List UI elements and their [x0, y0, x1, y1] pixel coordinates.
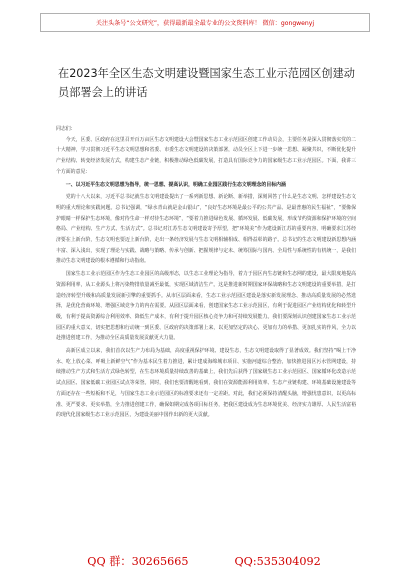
promo-banner-text: 关注头条号“公文研究”，获得最新最全最专业的公文资料库！ 微信：gongwenyj — [95, 20, 315, 27]
document-title: 在2023年全区生态文明建设暨国家生态工业示范园区创建动员部署会上的讲话 — [58, 67, 355, 99]
promo-banner — [40, 13, 370, 32]
salutation: 同志们： — [56, 126, 76, 132]
contact-footer — [0, 553, 408, 571]
body-paragraph: 国家生态工业示范园区作为生态工业园区的高级形态，以生态工业理论为指导，着力于园区内生态链和生态网的建设，最大限度地提高资源利用率，从工业源头上将污染物排放量减至最低，实现区域清洁生产。这是推进新时期国家环保战略和生态文明建设的重要举措，是打造经济转型升级和高质量发展新引擎的重要抓手。从市区层面来看，生态工业示范园区建设是落实新发展理念、推动高质量发展的必然选择，是优化营商环境、增强区域竞争力的内在需要。从园区层面来看，创建国家生态工业示范园区，有利于促进园区产业结构优化和转型升级，有利于提高资源综合利用效率、降低生产成本，有利于提升园区核心竞争力和可持续发展能力。我们要深刻认识创建国家生态工业示范园区的重大意义，切实把思想和行动统一到区委、区政府的决策部署上来，以更加坚定的决心、更加有力的举措、更加扎实的作风，全力以赴推进创建工作，为推动全区高质量发展贡献更大力量。 — [56, 271, 356, 342]
qq-number: QQ:535304092 — [234, 555, 321, 568]
section-heading: 一、以习近平生态文明思想为指导，统一思想、提高认识，明确工业园区践行生态文明理念的目标内涵 — [65, 181, 286, 188]
qq-group-number: QQ 群：30265665 — [87, 555, 189, 568]
body-paragraph: 高新区成立以来，我们首次以生产力布局为基础，高度重视保护环境、建设生态，生态文明建设取得了显著成效。我们坚持“喝上干净水、吃上放心菜、呼吸上新鲜空气”作为基本民生着力推进，累计建成海绵城市项目、实施河道综合整治，加快推进园区污水管网建设，持续推动生产方式和生活方式绿色转型，在生态环境质量持续改善的基础上，我们先后获得了国家级生态工业示范园区、国家循环化改造示范试点园区、国家低碳工业园区试点等荣誉。同时，我们也要清醒地看到，我们在资源能源利用效率、生态产业链构建、环境基础设施建设等方面还存在一些短板和不足，与国家生态工业示范园区的标准要求还有一定差距。对此，我们必须保持清醒头脑，增强忧患意识，以更高标准、更严要求、更实举措，全力推进创建工作，确保如期完成各项目标任务，把我区建设成为生态环境优美、经济实力雄厚、人民生活富裕的现代化国家级生态工业示范园区，为建设美丽中国作出新的更大贡献。 — [56, 348, 356, 419]
body-paragraph: 今天，区委、区政府在这里召开百万亩区生态文明建设大会暨国家生态工业示范园区创建工作动员会，主要任务是深入贯彻落实党的二十大精神，学习贯彻习近平生态文明思想和省委、市委生态文明建设的决策部署，动员全区上下进一步统一思想、凝聚共识，不断优化提升产业结构、转变经济发展方式，构建生态产业链，积极推动绿色低碳发展，打造具有国际竞争力的国家级生态工业示范园区。下面，我讲三个方面的意见： — [56, 136, 356, 175]
body-paragraph: 党的十八大以来，习近平总书记就生态文明建设提出了一系列新思想、新论断、新举措，深刻回答了什么是生态文明、怎样建设生态文明的重大理论和实践问题。总书记强调，“绿水青山就是金山银山”，“良好生态环境是最公平的公共产品、是最普惠的民生福祉”，“要像保护眼睛一样保护生态环境，像对待生命一样对待生态环境”，“要着力推进绿色发展、循环发展、低碳发展，形成节约资源和保护环境的空间格局、产业结构、生产方式、生活方式”。总书记对江苏生态文明建设寄予厚望，把“环境美”作为建设新江苏的重要内容，明确要求江苏经济要在上新台阶，生态文明也要迈上新台阶，走出一条经济发展与生态文明相辅相成、相得益彰的路子。总书记的生态文明建设新思想内涵丰富、深入浅出，实现了理论与实践、战略与策略、传承与创新、把握规律与定未、统筹国际与国内、全局性与系统性的有机统一，是我们推动生态文明建设的根本遵循和行动指南。 — [56, 194, 356, 265]
document-body — [56, 124, 356, 421]
